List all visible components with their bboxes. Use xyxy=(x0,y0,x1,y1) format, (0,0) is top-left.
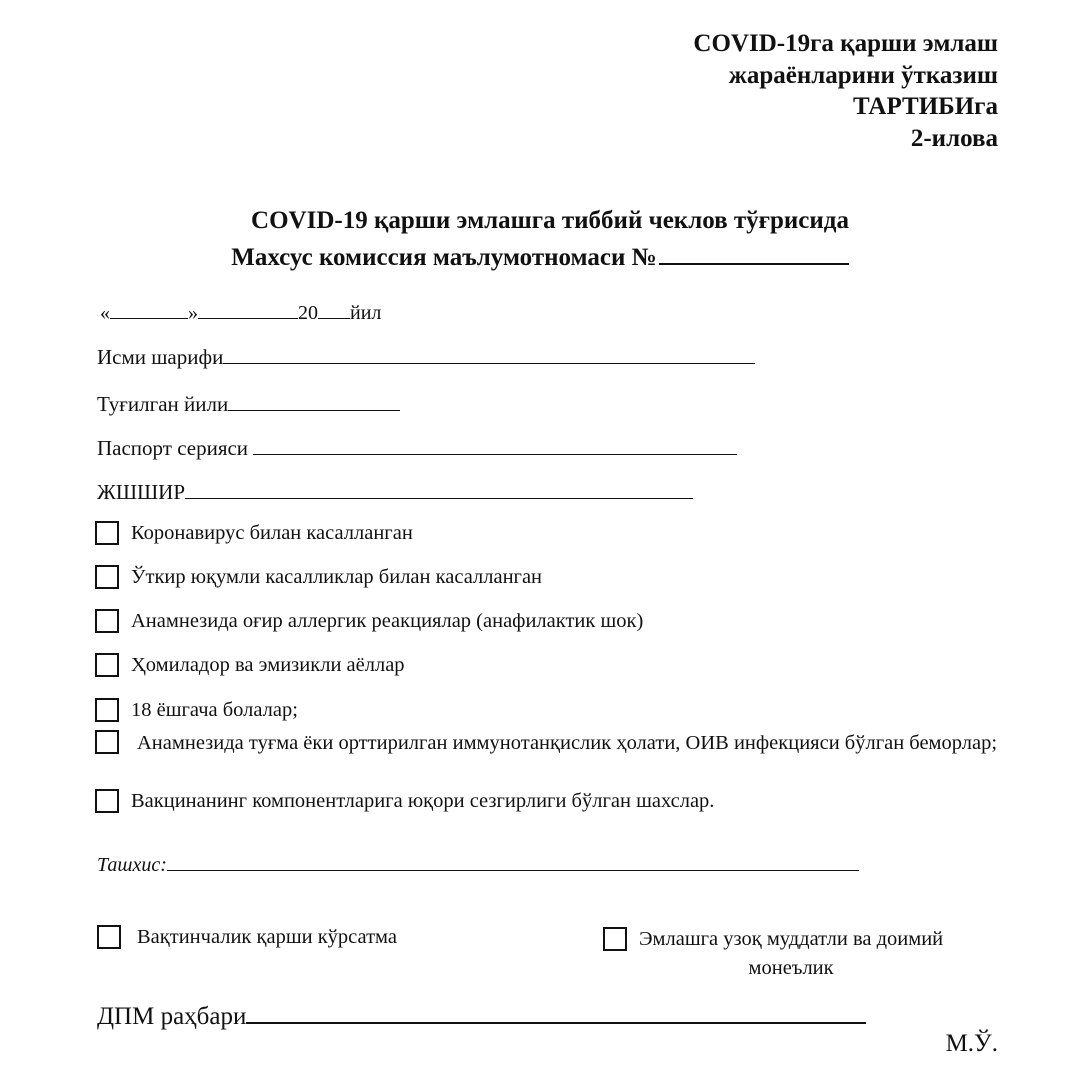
checklist-item xyxy=(95,653,405,677)
day-field[interactable] xyxy=(110,300,188,319)
diagnosis-label: Ташхис: xyxy=(97,854,167,876)
checkbox[interactable] xyxy=(95,609,119,633)
annex-header-line-4: 2-илова xyxy=(910,124,998,152)
name-field[interactable] xyxy=(223,343,755,364)
document-title-text: Махсус комиссия маълумотномаси № xyxy=(231,244,657,271)
annex-header-line-2: жараёнларини ўтказиш xyxy=(728,61,998,89)
document-title-line-2 xyxy=(0,239,1080,272)
permanent-label-line-1: Эмлашга узоқ муддатли ва доимий xyxy=(639,928,944,950)
checklist-item-label: Ҳомиладор ва эмизикли аёллар xyxy=(131,653,405,676)
stamp-mark: М.Ў. xyxy=(945,1030,998,1057)
passport-row xyxy=(97,434,737,461)
passport-field[interactable] xyxy=(253,434,737,455)
birth-year-row xyxy=(97,390,400,417)
checklist-item-label: Вакцинанинг компонентларига юқори сезгирлиги бўлган шахслар. xyxy=(131,789,715,812)
checklist-item xyxy=(95,789,714,813)
year-prefix: 20 xyxy=(298,302,318,324)
diagnosis-field[interactable] xyxy=(167,852,859,871)
checklist-item xyxy=(95,728,1005,758)
checkbox[interactable] xyxy=(95,565,119,589)
temporary-contraindication-option xyxy=(97,925,397,949)
permanent-contraindication-option xyxy=(603,925,943,983)
checklist-item xyxy=(95,521,413,545)
pinfl-field[interactable] xyxy=(185,478,693,499)
date-open-quote: « xyxy=(100,302,110,324)
permanent-contraindication-label xyxy=(639,925,943,983)
checkbox[interactable] xyxy=(603,927,627,951)
permanent-label-line-2: монеълик xyxy=(748,957,834,979)
head-signature-field[interactable] xyxy=(246,998,866,1024)
year-suffix: йил xyxy=(350,302,382,324)
checklist-item xyxy=(95,609,643,633)
month-field[interactable] xyxy=(198,300,298,319)
checkbox[interactable] xyxy=(95,521,119,545)
annex-header xyxy=(693,28,998,154)
checklist-item-label: 18 ёшгача болалар; xyxy=(131,698,298,721)
passport-label: Паспорт серияси xyxy=(97,436,249,460)
date-close-quote: » xyxy=(188,302,198,324)
checklist-item-label: Коронавирус билан касалланган xyxy=(131,521,413,544)
pinfl-label: ЖШШИР xyxy=(97,480,186,504)
diagnosis-row xyxy=(97,852,859,877)
name-row xyxy=(97,343,755,370)
annex-header-line-1: COVID-19га қарши эмлаш xyxy=(693,30,998,57)
checkbox[interactable] xyxy=(95,653,119,677)
checklist-item-label: Анамнезида туғма ёки орттирилган иммунотанқислик ҳолати, ОИВ инфекцияси бўлган беморлар; xyxy=(137,732,998,754)
birth-year-field[interactable] xyxy=(228,390,400,411)
name-label: Исми шарифи xyxy=(97,345,224,369)
certificate-number-field[interactable] xyxy=(659,239,849,265)
head-label: ДПМ раҳбари xyxy=(97,1003,247,1030)
pinfl-row xyxy=(97,478,693,505)
date-row xyxy=(100,300,381,325)
checkbox[interactable] xyxy=(95,730,119,754)
checkbox[interactable] xyxy=(95,698,119,722)
checkbox[interactable] xyxy=(97,925,121,949)
checklist-item xyxy=(95,565,542,589)
signature-row xyxy=(97,998,866,1031)
birth-year-label: Туғилган йили xyxy=(97,392,229,416)
annex-header-line-3: ТАРТИБИга xyxy=(852,93,998,120)
checklist-item-label: Анамнезида оғир аллергик реакциялар (анафилактик шок) xyxy=(131,609,644,632)
document-title-line-1: COVID-19 қарши эмлашга тиббий чеклов тўғрисида xyxy=(251,207,849,234)
temporary-contraindication-label: Вақтинчалик қарши кўрсатма xyxy=(137,925,397,948)
checkbox[interactable] xyxy=(95,789,119,813)
year-field[interactable] xyxy=(318,300,350,319)
checklist-item-label: Ўткир юқумли касалликлар билан касалланган xyxy=(131,565,543,588)
checklist-item xyxy=(95,698,298,722)
